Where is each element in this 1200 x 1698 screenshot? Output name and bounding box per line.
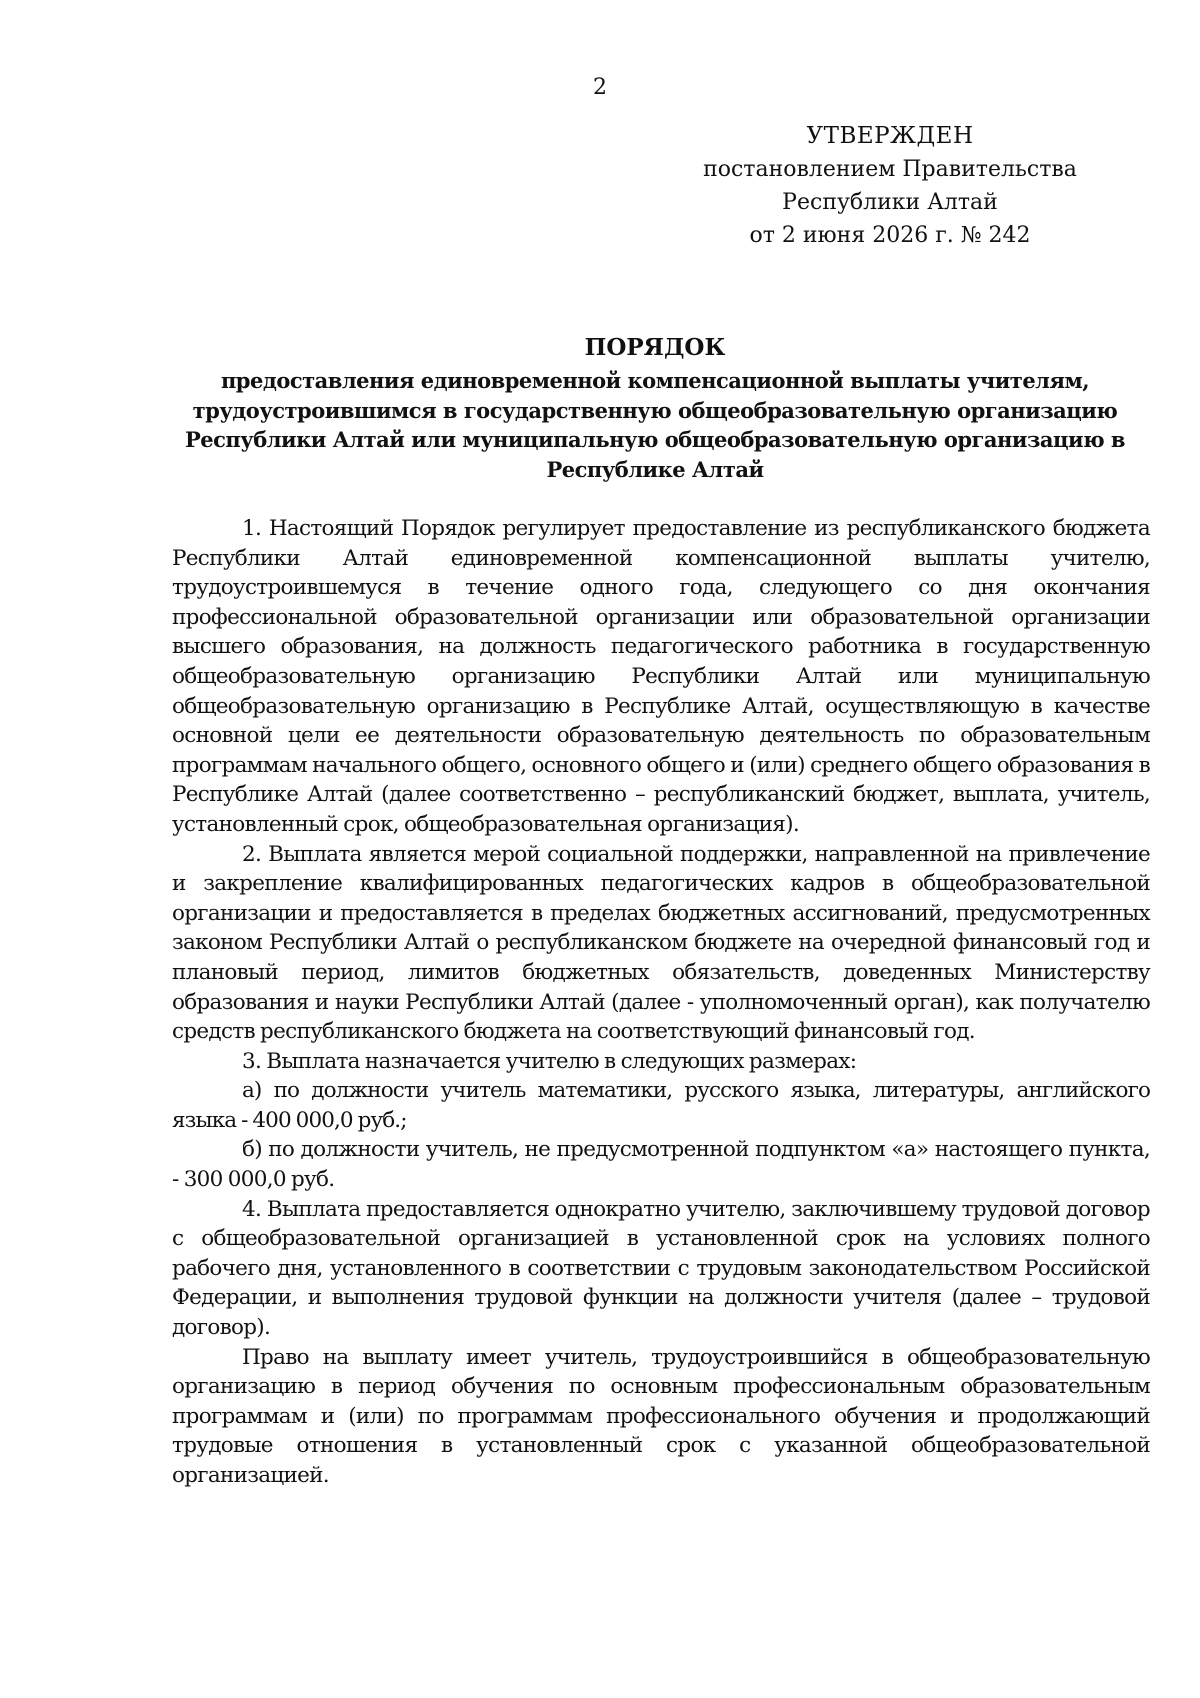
approval-line-1: постановлением Правительства [703,157,1077,182]
paragraph-3: 3. Выплата назначается учителю в следующих размерах: [242,1048,857,1074]
page-number: 2 [593,75,607,100]
paragraph-4: 4. Выплата предоставляется однократно учителю, заключившему трудовой договор с общеобразовательной организацией в установленной срок на условиях полного рабочего дня, установленного в соответствии с трудовым законодательством Российской Федерации, и выполнения трудовой функции на должности учителя (далее – трудовой договор). [172,1196,1150,1341]
approval-stamp-block [690,120,1090,252]
document-title-block [160,330,1150,484]
approval-line-2: Республики Алтай [782,190,998,215]
approval-title: УТВЕРЖДЕН [806,123,974,149]
document-subtitle: предоставления единовременной компенсационной выплаты учителям, трудоустроившимся в государственную общеобразовательную организацию Республики Алтай или муниципальную общеобразовательную организацию в Республике Алтай [184,368,1126,482]
paragraph-2: 2. Выплата является мерой социальной поддержки, направленной на привлечение и закрепление квалифицированных педагогических кадров в общеобразовательной организации и предоставляется в пределах бюджетных ассигнований, предусмотренных законом Республики Алтай о республиканском бюджете на очередной финансовый год и плановый период, лимитов бюджетных обязательств, доведенных Министерству образования и науки Республики Алтай (далее - уполномоченный орган), как получателю средств республиканского бюджета на соответствующий финансовый год. [172,841,1150,1045]
paragraph-3a: а) по должности учитель математики, русского языка, литературы, английского языка - 400 000,0 руб.; [172,1078,1150,1133]
document-body [172,514,1150,1491]
paragraph-1: 1. Настоящий Порядок регулирует предоставление из республиканского бюджета Республики Алтай единовременной компенсационной выплаты учителю, трудоустроившемуся в течение одного года, следующего со дня окончания профессиональной образовательной организации или образовательной организации высшего образования, на должность педагогического работника в государственную общеобразовательную организацию Республики Алтай или муниципальную общеобразовательную организацию в Республике Алтай, осуществляющую в качестве основной цели ее деятельности образовательную деятельность по образовательным программам начального общего, основного общего и (или) среднего общего образования в Республике Алтай (далее соответственно – республиканский бюджет, выплата, учитель, установленный срок, общеобразовательная организация). [172,516,1150,837]
paragraph-3b: б) по должности учитель, не предусмотренной подпунктом «а» настоящего пункта, - 300 000,0 руб. [172,1137,1150,1193]
document-title: ПОРЯДОК [584,334,726,361]
paragraph-4-right: Право на выплату имеет учитель, трудоустроившийся в общеобразовательную организацию в период обучения по основным профессиональным образовательным программам и (или) по программам профессионального обучения и продолжающий трудовые отношения в установленный срок с указанной общеобразовательной организацией. [172,1344,1150,1488]
approval-line-3: от 2 июня 2026 г. № 242 [749,223,1031,248]
